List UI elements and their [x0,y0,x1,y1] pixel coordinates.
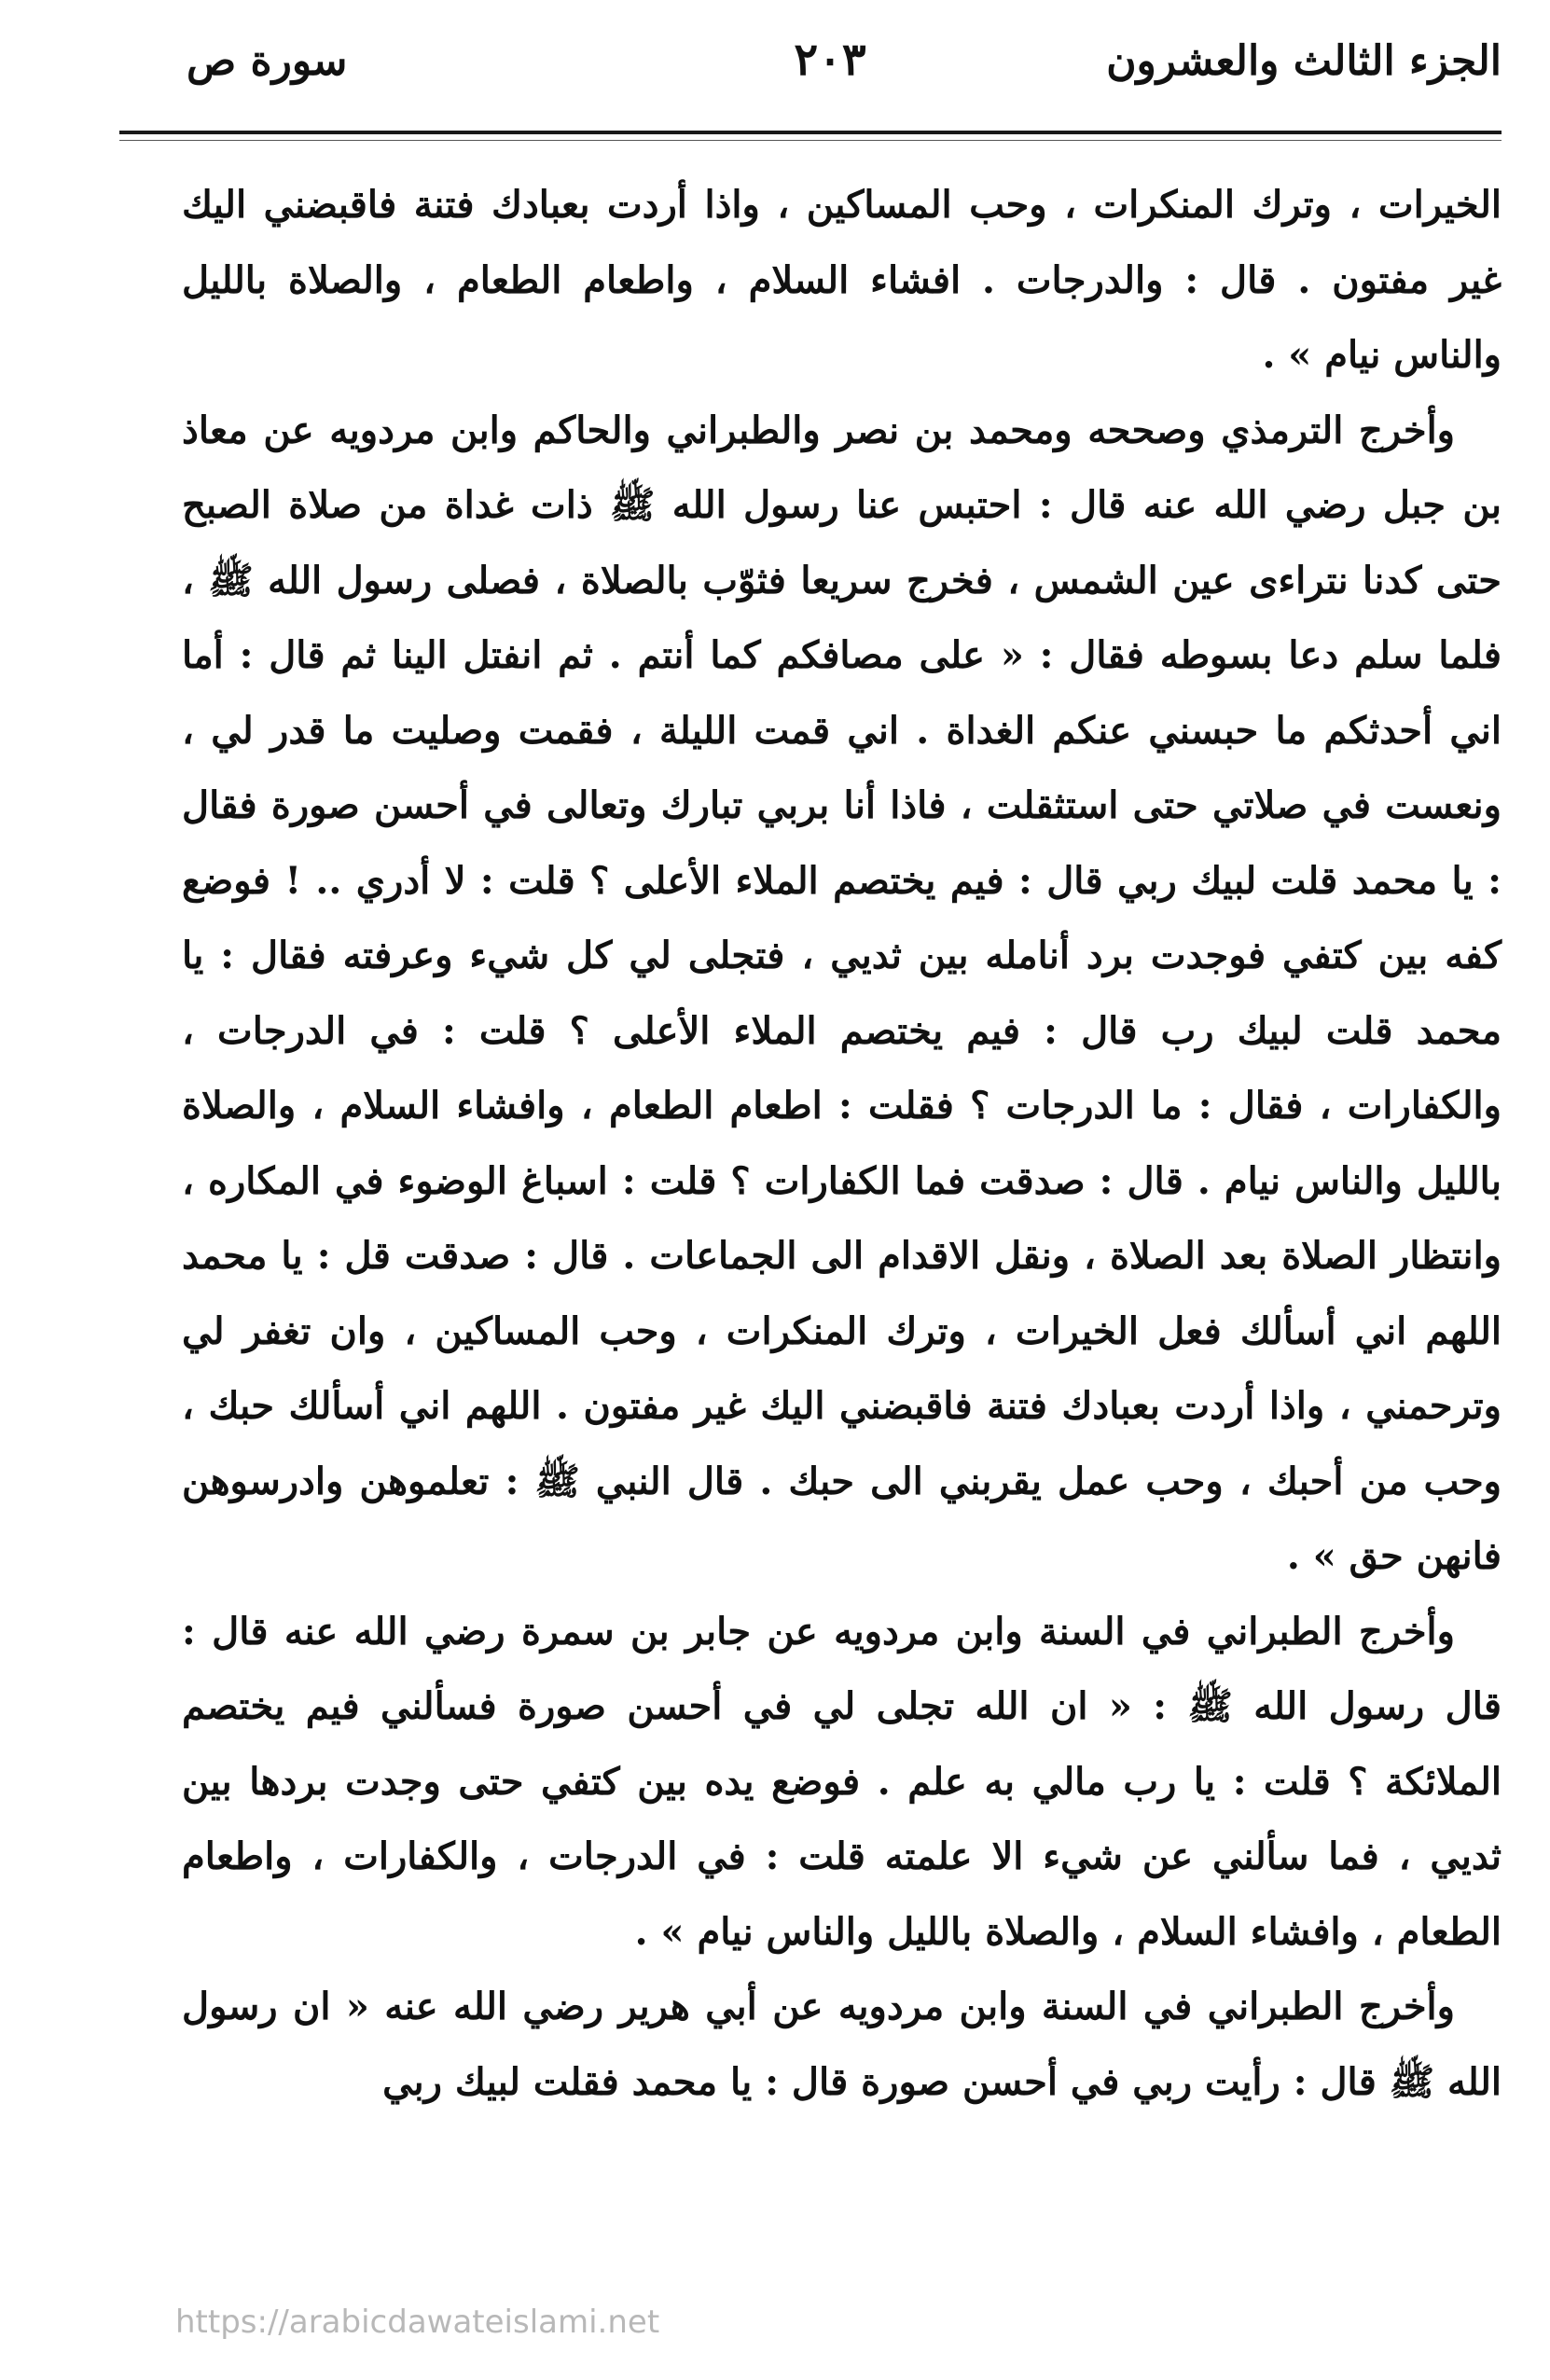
part-title: الجزء الثالث والعشرون [1106,37,1502,85]
paragraph-jabir-hadith: وأخرج الطبراني في السنة وابن مردويه عن جابر بن سمرة رضي الله عنه قال : قال رسول الله ﷺ : « ان الله تجلى لي في أحسن صورة فسألني فيم يختصم الملائكة ؟ قلت : يا رب مالي به علم . فوضع يده بين كتفي حتى وجدت بردها بين ثديي ، فما سألني عن شيء الا علمته قلت : في الدرجات ، والكفارات ، واطعام الطعام ، وافشاء السلام ، والصلاة بالليل والناس نيام » . [182,1609,1502,1954]
watermark-url: https://arabicdawateislami.net [175,2304,660,2341]
paragraph-muadh-hadith: وأخرج الترمذي وصححه ومحمد بن نصر والطبراني والحاكم وابن مردويه عن معاذ بن جبل رضي الله عنه قال : احتبس عنا رسول الله ﷺ ذات غداة من صلاة الصبح حتى كدنا نتراءى عين الشمس ، فخرج سريعا فثوّب بالصلاة ، فصلى رسول الله ﷺ ، فلما سلم دعا بسوطه فقال : « على مصافكم كما أنتم . ثم انفتل الينا ثم قال : أما اني أحدثكم ما حبسني عنكم الغداة . اني قمت الليلة ، فقمت وصليت ما قدر لي ، ونعست في صلاتي حتى استثقلت ، فاذا أنا بربي تبارك وتعالى في أحسن صورة فقال : يا محمد قلت لبيك ربي قال : فيم يختصم الملاء الأعلى ؟ قلت : لا أدري .. ! فوضع كفه بين كتفي فوجدت برد أنامله بين ثديي ، فتجلى لي كل شيء وعرفته فقال : يا محمد قلت لبيك رب قال : فيم يختصم الملاء الأعلى ؟ قلت : في الدرجات ، والكفارات ، فقال : ما الدرجات ؟ فقلت : اطعام الطعام ، وافشاء السلام ، والصلاة بالليل والناس نيام . قال : صدقت فما الكفارات ؟ قلت : اسباغ الوضوء في المكاره ، وانتظار الصلاة بعد الصلاة ، ونقل الاقدام الى الجماعات . قال : صدقت قل : يا محمد اللهم اني أسألك فعل الخيرات ، وترك المنكرات ، وحب المساكين ، وان تغفر لي وترحمني ، واذا أردت بعبادك فتنة فاقبضني اليك غير مفتون . اللهم اني أسألك حبك ، وحب من أحبك ، وحب عمل يقربني الى حبك . قال النبي ﷺ : تعلموهن وادرسوهن فانهن حق » . [182,408,1502,1578]
page-number: ٢٠٣ [794,34,866,86]
paragraph-abu-hurayra-hadith: وأخرج الطبراني في السنة وابن مردويه عن أبي هرير رضي الله عنه « ان رسول الله ﷺ قال : رأيت ربي في أحسن صورة قال : يا محمد فقلت لبيك ربي [182,1985,1502,2104]
page-body [182,168,1502,2120]
page-header [159,34,1502,121]
header-rule-thin [119,140,1502,141]
surah-name: سورة ص [187,37,348,85]
header-rule [119,131,1502,134]
paragraph-continuation: الخيرات ، وترك المنكرات ، وحب المساكين ، واذا أردت بعبادك فتنة فاقبضني اليك غير مفتون . قال : والدرجات . افشاء السلام ، واطعام الطعام ، والصلاة بالليل والناس نيام » . [182,183,1502,377]
